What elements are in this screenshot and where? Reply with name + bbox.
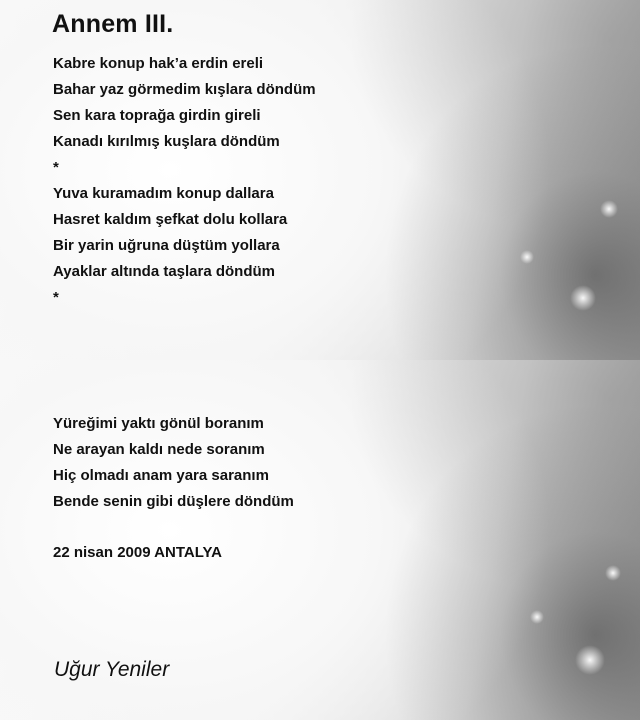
poem-line: Kabre konup hak’a erdin ereli bbox=[53, 55, 264, 72]
poem-line: Ne arayan kaldı nede soranım bbox=[53, 441, 265, 458]
sparkle-decoration bbox=[570, 285, 596, 311]
poem-lines-top bbox=[53, 51, 316, 311]
stanza-separator: * bbox=[53, 289, 59, 306]
poem-card-bottom bbox=[0, 360, 640, 720]
poem-date: 22 nisan 2009 ANTALYA bbox=[53, 544, 222, 561]
poem-lines-bottom bbox=[53, 411, 294, 515]
sparkle-decoration bbox=[530, 610, 544, 624]
sparkle-decoration bbox=[520, 250, 534, 264]
poem-line: Hasret kaldım şefkat dolu kollara bbox=[53, 211, 288, 228]
sparkle-decoration bbox=[600, 200, 618, 218]
poem-line: Kanadı kırılmış kuşlara döndüm bbox=[53, 133, 280, 150]
sparkle-decoration bbox=[605, 565, 621, 581]
stanza-separator: * bbox=[53, 159, 59, 176]
poem-line: Ayaklar altında taşlara döndüm bbox=[53, 263, 276, 280]
poem-title: Annem III. bbox=[52, 10, 174, 38]
poem-line: Yüreğimi yaktı gönül boranım bbox=[53, 415, 264, 432]
poem-line: Sen kara toprağa girdin gireli bbox=[53, 107, 261, 124]
poem-author: Uğur Yeniler bbox=[54, 658, 170, 681]
sparkle-decoration bbox=[575, 645, 605, 675]
poem-line: Hiç olmadı anam yara saranım bbox=[53, 467, 269, 484]
poem-line: Yuva kuramadım konup dallara bbox=[53, 185, 274, 202]
poem-line: Bahar yaz görmedim kışlara döndüm bbox=[53, 81, 316, 98]
poem-line: Bende senin gibi düşlere döndüm bbox=[53, 493, 294, 510]
poem-line: Bir yarin uğruna düştüm yollara bbox=[53, 237, 280, 254]
